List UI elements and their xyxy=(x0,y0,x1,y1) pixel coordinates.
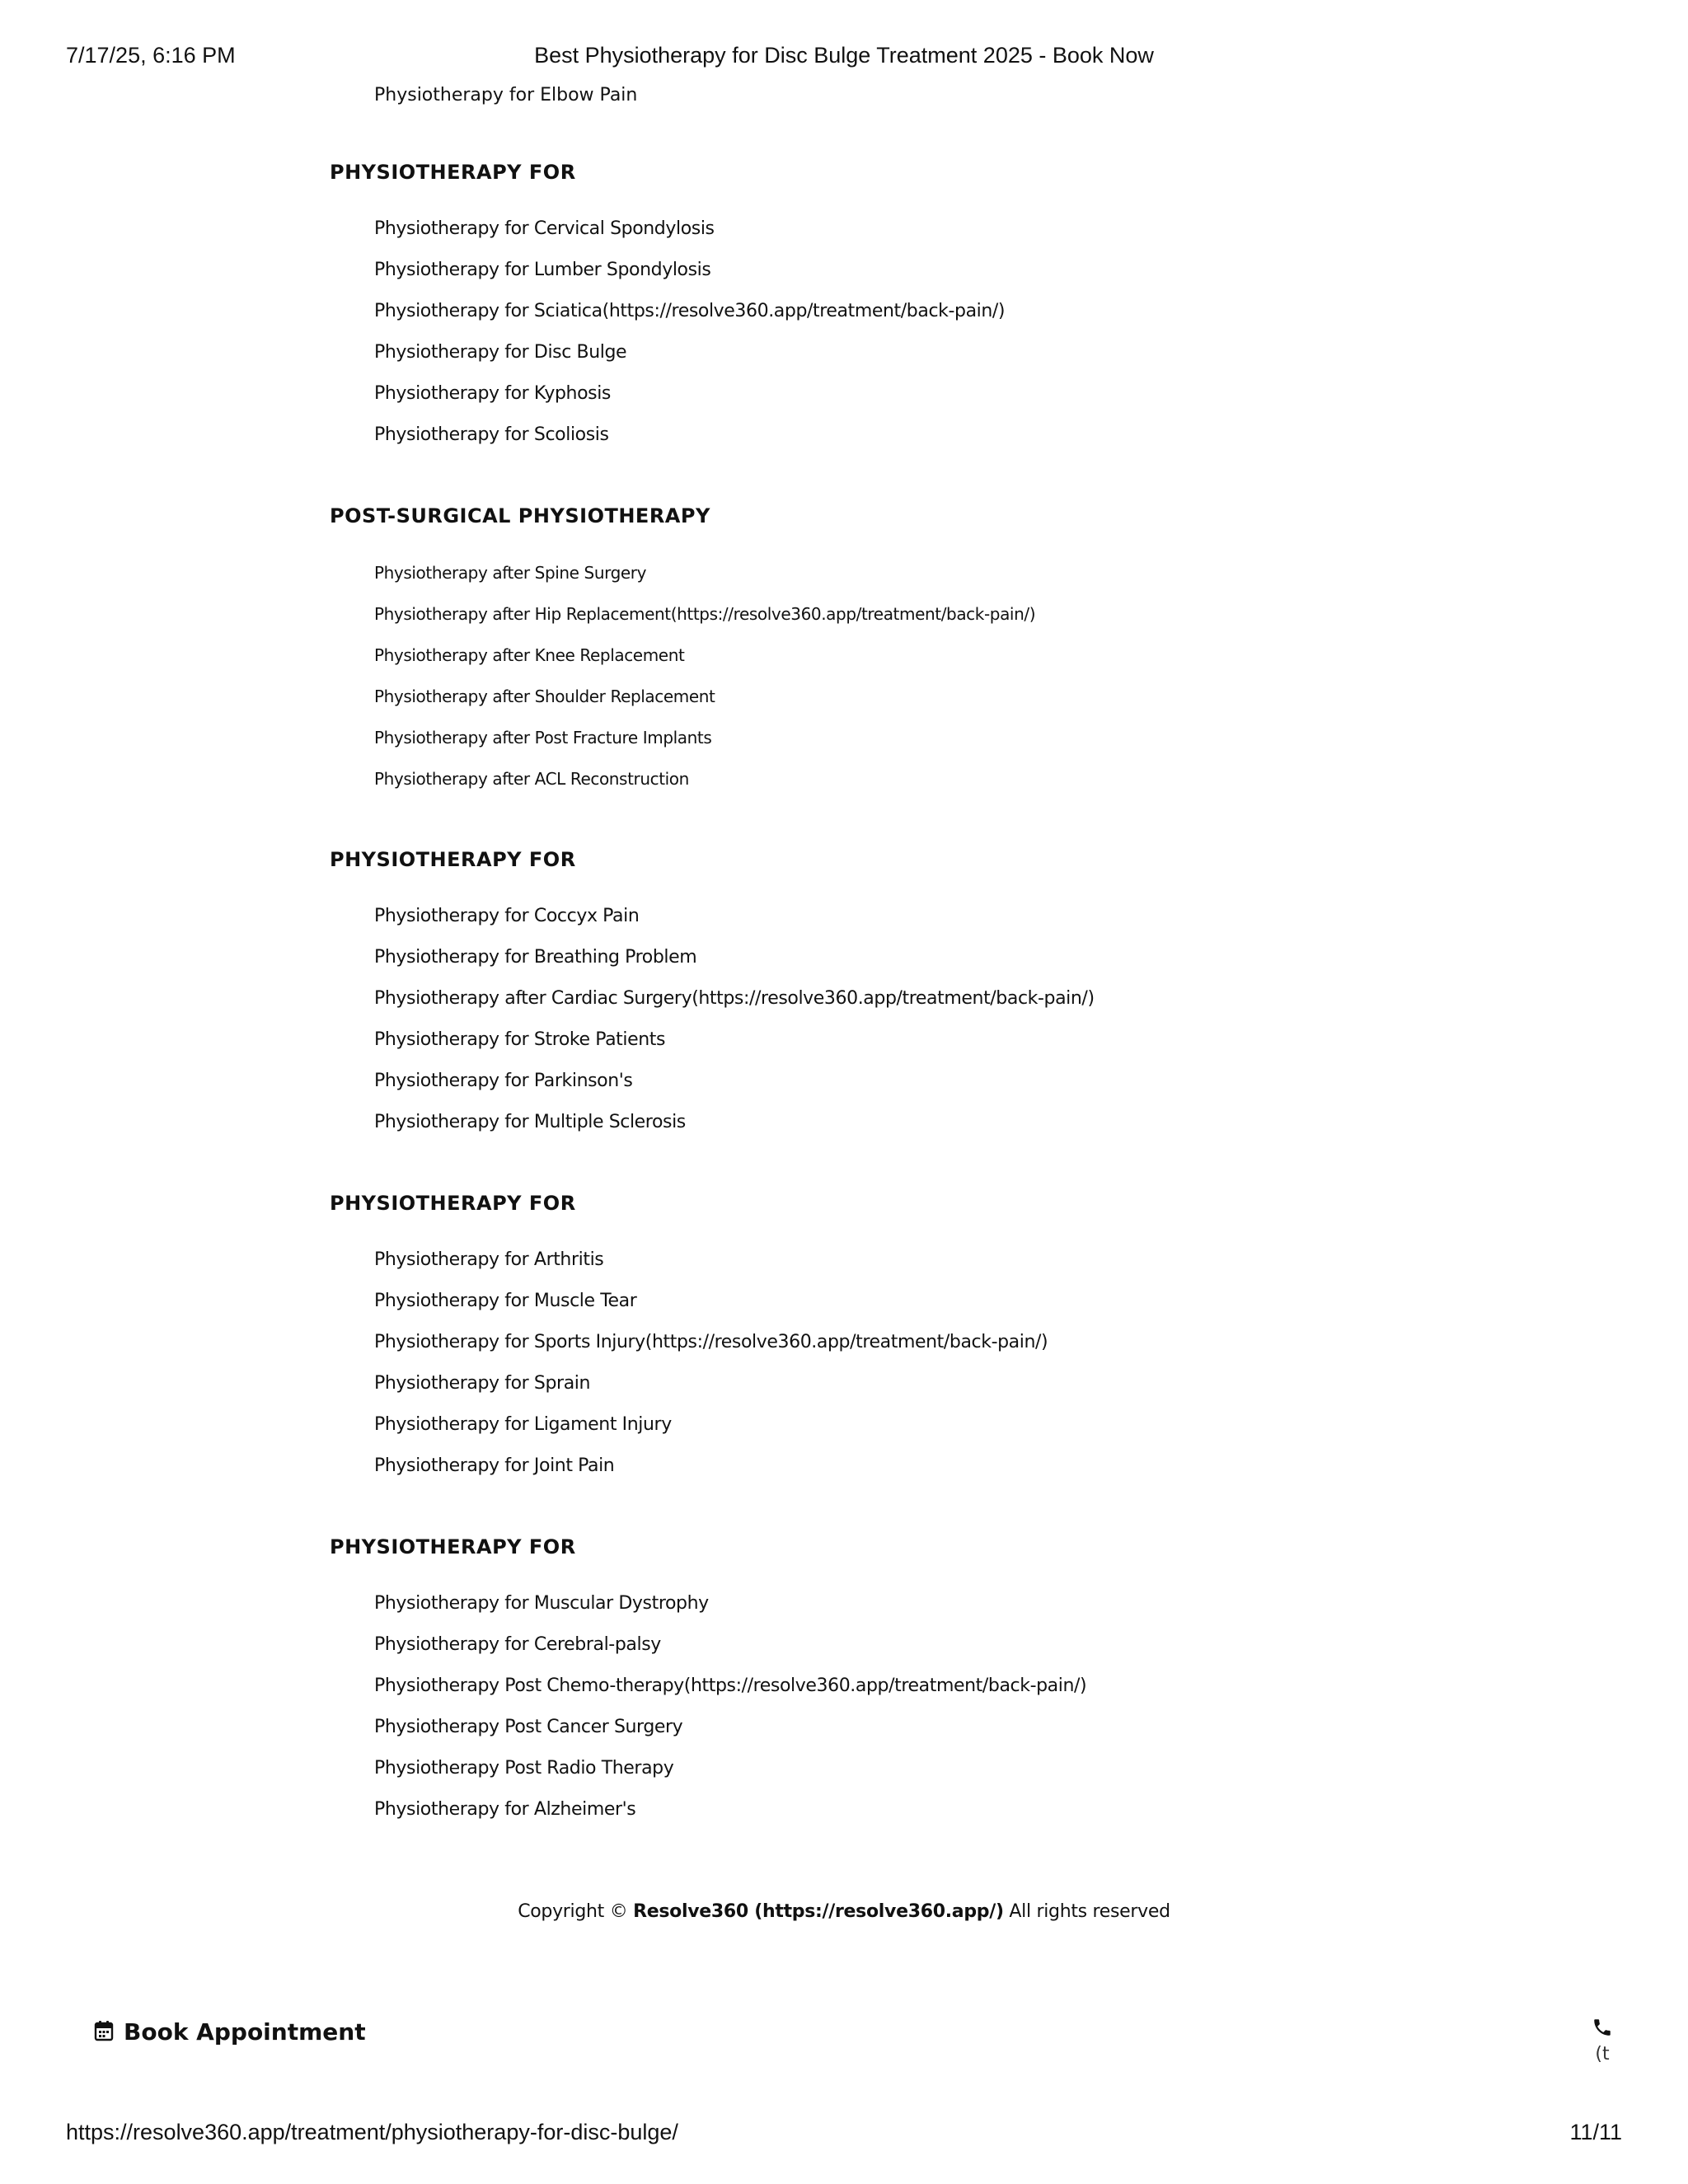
call-button[interactable] xyxy=(1586,2016,1619,2066)
link-list xyxy=(330,209,1401,456)
link-list xyxy=(330,1240,1401,1487)
list-item[interactable]: Physiotherapy for Multiple Sclerosis xyxy=(374,1112,686,1132)
phone-icon xyxy=(1592,2028,1613,2042)
book-appointment-label: Book Appointment xyxy=(124,2018,366,2046)
link-elbow-pain[interactable]: Physiotherapy for Elbow Pain xyxy=(374,85,638,105)
print-footer-page-number: 11/11 xyxy=(1569,2120,1622,2144)
list-item[interactable]: Physiotherapy for Stroke Patients xyxy=(374,1029,666,1050)
section-title: PHYSIOTHERAPY FOR xyxy=(330,1192,576,1215)
copyright-notice xyxy=(0,1896,1688,1929)
print-footer-url: https://resolve360.app/treatment/physiotherapy-for-disc-bulge/ xyxy=(66,2120,678,2144)
link-list xyxy=(330,896,1401,1143)
list-item[interactable]: Physiotherapy for Ligament Injury xyxy=(374,1414,672,1435)
list-item[interactable]: Physiotherapy Post Radio Therapy xyxy=(374,1758,674,1779)
list-item[interactable]: Physiotherapy for Breathing Problem xyxy=(374,947,697,968)
section-physiotherapy-for-sports xyxy=(330,1187,1401,1487)
list-item[interactable]: Physiotherapy after Hip Replacement(https://resolve360.app/treatment/back-pain/) xyxy=(374,604,1036,624)
book-appointment-button[interactable] xyxy=(94,2016,366,2049)
list-item[interactable]: Physiotherapy for Coccyx Pain xyxy=(374,906,640,926)
print-header-title: Best Physiotherapy for Disc Bulge Treatment 2025 - Book Now xyxy=(534,43,1154,68)
list-item[interactable]: Physiotherapy for Scoliosis xyxy=(374,424,609,445)
list-item[interactable]: Physiotherapy for Cerebral-palsy xyxy=(374,1634,661,1655)
copyright-suffix: All rights reserved xyxy=(1003,1901,1170,1922)
copyright-prefix: Copyright © xyxy=(518,1901,634,1922)
section-physiotherapy-for-other xyxy=(330,1530,1401,1830)
list-item[interactable]: Physiotherapy for Muscular Dystrophy xyxy=(374,1593,709,1614)
list-item[interactable]: Physiotherapy after Post Fracture Implants xyxy=(374,728,712,748)
list-item[interactable]: Physiotherapy after ACL Reconstruction xyxy=(374,769,689,789)
list-item[interactable]: Physiotherapy Post Chemo-therapy(https://resolve360.app/treatment/back-pain/) xyxy=(374,1675,1087,1696)
section-title: PHYSIOTHERAPY FOR xyxy=(330,1535,576,1558)
list-item[interactable]: Physiotherapy for Lumber Spondylosis xyxy=(374,260,711,280)
list-item[interactable]: Physiotherapy for Sciatica(https://resolve360.app/treatment/back-pain/) xyxy=(374,301,1006,321)
list-item[interactable]: Physiotherapy after Spine Surgery xyxy=(374,563,647,583)
list-item[interactable]: Physiotherapy Post Cancer Surgery xyxy=(374,1717,683,1737)
list-item[interactable]: Physiotherapy for Muscle Tear xyxy=(374,1291,637,1311)
footer-links xyxy=(330,79,1401,1830)
list-item[interactable]: Physiotherapy for Disc Bulge xyxy=(374,342,627,363)
section-physiotherapy-for-spine xyxy=(330,156,1401,456)
print-header-datetime: 7/17/25, 6:16 PM xyxy=(66,43,236,68)
section-physiotherapy-for-neuro xyxy=(330,843,1401,1143)
link-list xyxy=(330,1583,1401,1830)
list-item[interactable]: Physiotherapy for Sports Injury(https://resolve360.app/treatment/back-pain/) xyxy=(374,1332,1048,1352)
list-item[interactable]: Physiotherapy for Joint Pain xyxy=(374,1455,615,1476)
phone-number-text: (t xyxy=(1595,2044,1610,2064)
list-item[interactable]: Physiotherapy for Arthritis xyxy=(374,1249,604,1270)
section-post-surgical xyxy=(330,499,1401,799)
calendar-icon xyxy=(94,2020,114,2046)
section-title: PHYSIOTHERAPY FOR xyxy=(330,848,576,871)
section-title: PHYSIOTHERAPY FOR xyxy=(330,161,576,184)
list-item[interactable]: Physiotherapy after Cardiac Surgery(https://resolve360.app/treatment/back-pain/) xyxy=(374,988,1095,1009)
copyright-brand-link[interactable]: Resolve360 (https://resolve360.app/) xyxy=(633,1901,1004,1922)
list-item[interactable]: Physiotherapy for Kyphosis xyxy=(374,383,611,404)
section-title: POST-SURGICAL PHYSIOTHERAPY xyxy=(330,504,710,527)
list-item[interactable]: Physiotherapy for Alzheimer's xyxy=(374,1799,636,1820)
list-item[interactable]: Physiotherapy for Parkinson's xyxy=(374,1071,633,1091)
list-item[interactable]: Physiotherapy for Sprain xyxy=(374,1373,591,1394)
list-item[interactable]: Physiotherapy after Knee Replacement xyxy=(374,645,685,665)
list-item[interactable]: Physiotherapy for Cervical Spondylosis xyxy=(374,218,715,239)
link-list xyxy=(330,552,1401,799)
list-item[interactable]: Physiotherapy after Shoulder Replacement xyxy=(374,687,715,706)
